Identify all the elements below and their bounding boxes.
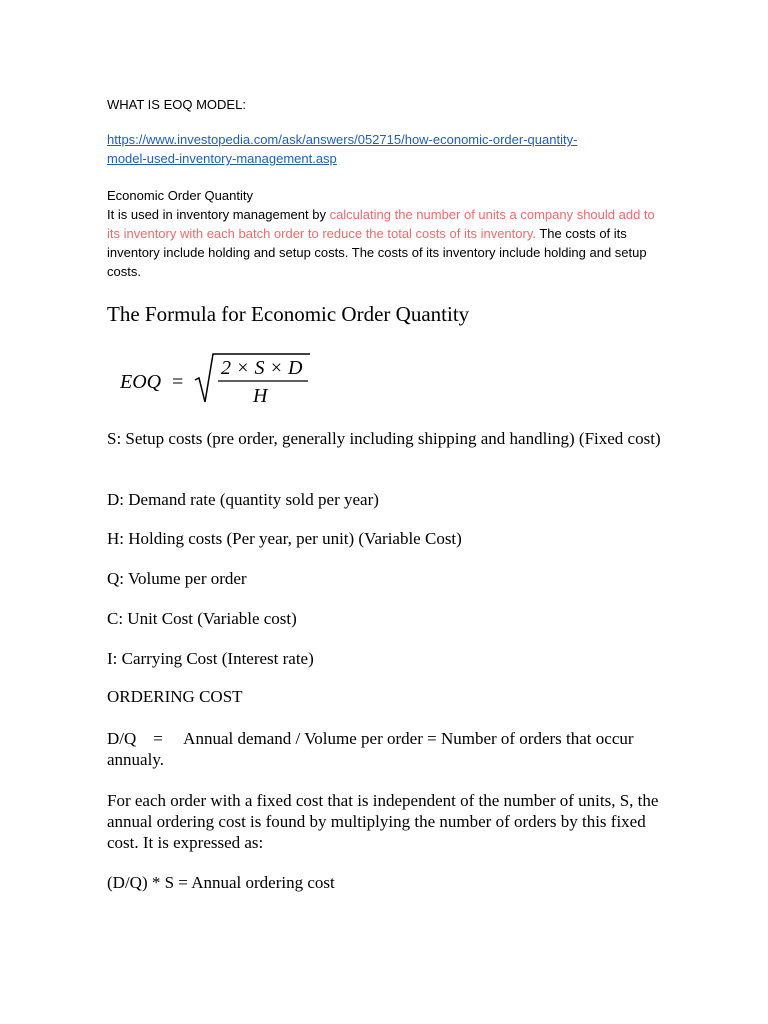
variable-c: C: Unit Cost (Variable cost) [107,609,297,628]
variable-i: I: Carrying Cost (Interest rate) [107,649,314,668]
formula-lhs: EOQ [120,371,162,393]
eoq-formula [120,350,340,410]
intro-prefix: It is used in inventory management by [107,207,330,222]
intro-paragraph [107,205,667,281]
page-heading: WHAT IS EOQ MODEL: [107,97,246,112]
ordering-cost-formula: (D/Q) * S = Annual ordering cost [107,873,335,892]
eoq-subtitle: Economic Order Quantity [107,188,253,203]
ordering-cost-explanation: For each order with a fixed cost that is independent of the number of units, S, the annual ordering cost is found by multiplying the number of orders by this fixed cost. It is expressed as: [107,791,659,852]
formula-numerator: 2 × S × D [221,357,303,379]
formula-denominator: H [253,385,268,407]
intro-highlight: calculating the number of units a company should add to its inventory with each batch order to reduce the total costs of its inventory. [107,207,655,241]
orders-per-year-definition: D/Q = Annual demand / Volume per order = Number of orders that occur annualy. [107,729,638,769]
variable-s: S: Setup costs (pre order, generally including shipping and handling) (Fixed cost) [107,429,661,448]
formula-equals: = [172,371,184,393]
investopedia-link[interactable] [107,130,667,168]
intro-suffix: The costs of its inventory include holding and setup costs. The costs of its inventory include holding and setup costs. [107,226,647,279]
variable-h: H: Holding costs (Per year, per unit) (Variable Cost) [107,529,462,548]
variable-d: D: Demand rate (quantity sold per year) [107,490,379,509]
ordering-cost-heading: ORDERING COST [107,687,243,706]
variable-q: Q: Volume per order [107,569,247,588]
link-line-1[interactable]: https://www.investopedia.com/ask/answers/052715/how-economic-order-quantity- [107,132,578,147]
link-line-2[interactable]: model-used-inventory-management.asp [107,151,337,166]
formula-title: The Formula for Economic Order Quantity [107,302,470,326]
